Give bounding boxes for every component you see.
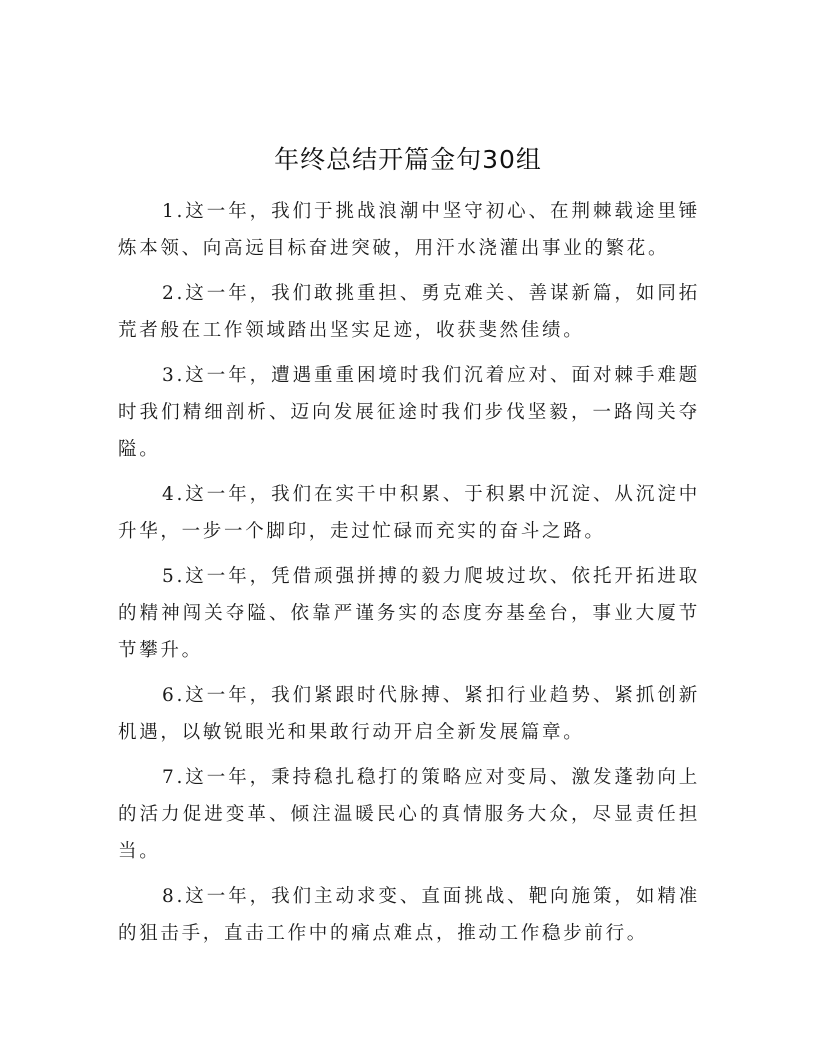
paragraph-8: 8.这一年，我们主动求变、直面挑战、靶向施策，如精准的狙击手，直击工作中的痛点难点，推动工作稳步前行。 (118, 886, 700, 944)
document-body (118, 193, 700, 960)
paragraph-6: 6.这一年，我们紧跟时代脉搏、紧扣行业趋势、紧抓创新机遇，以敏锐眼光和果敢行动开启全新发展篇章。 (118, 685, 700, 743)
paragraph-1: 1.这一年，我们于挑战浪潮中坚守初心、在荆棘载途里锤炼本领、向高远目标奋进突破，用汗水浇灌出事业的繁花。 (118, 201, 700, 259)
paragraph-4: 4.这一年，我们在实干中积累、于积累中沉淀、从沉淀中升华，一步一个脚印，走过忙碌而充实的奋斗之路。 (118, 484, 700, 542)
paragraph-3: 3.这一年，遭遇重重困境时我们沉着应对、面对棘手难题时我们精细剖析、迈向发展征途时我们步伐坚毅，一路闯关夺隘。 (118, 365, 700, 460)
paragraph-7: 7.这一年，秉持稳扎稳打的策略应对变局、激发蓬勃向上的活力促进变革、倾注温暖民心的真情服务大众，尽显责任担当。 (118, 767, 700, 862)
paragraph-2: 2.这一年，我们敢挑重担、勇克难关、善谋新篇，如同拓荒者般在工作领域踏出坚实足迹，收获斐然佳绩。 (118, 283, 700, 341)
document-title: 年终总结开篇金句30组 (274, 145, 542, 174)
paragraph-5: 5.这一年，凭借顽强拼搏的毅力爬坡过坎、依托开拓进取的精神闯关夺隘、依靠严谨务实的态度夯基垒台，事业大厦节节攀升。 (118, 566, 700, 661)
